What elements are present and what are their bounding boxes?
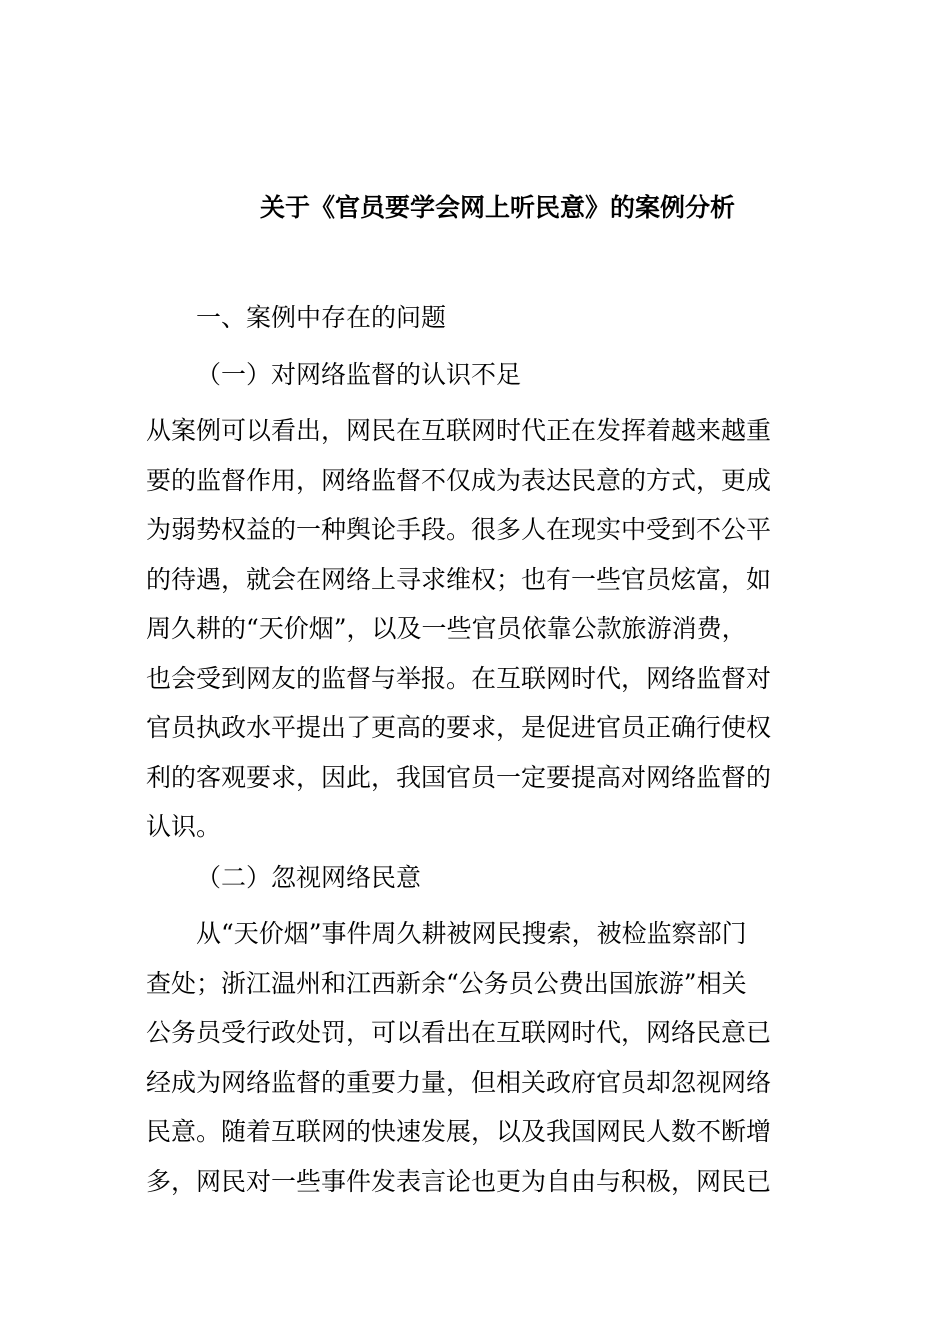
paragraph-line: 也会受到网友的监督与举报。在互联网时代，网络监督对 — [146, 663, 772, 693]
document-title: 关于《官员要学会网上听民意》的案例分析 — [260, 193, 736, 222]
paragraph-line: 从“天价烟”事件周久耕被网民搜索，被检监察部门 — [196, 919, 747, 948]
paragraph-line: 认识。 — [146, 812, 222, 841]
paragraph-line: 为弱势权益的一种舆论手段。很多人在现实中受到不公平 — [146, 515, 772, 544]
paragraph-public-opinion — [146, 909, 806, 1206]
paragraph-line: 多，网民对一些事件发表言论也更为自由与积极，网民已 — [146, 1166, 772, 1196]
paragraph-line: 周久耕的“天价烟”，以及一些官员依靠公款旅游消费， — [146, 614, 747, 643]
subsection-heading-1: （一）对网络监督的认识不足 — [196, 360, 522, 389]
paragraph-network-supervision — [146, 406, 806, 852]
paragraph-line: 的待遇，就会在网络上寻求维权；也有一些官员炫富，如 — [146, 564, 772, 594]
paragraph-line: 要的监督作用，网络监督不仅成为表达民意的方式，更成 — [146, 465, 772, 495]
paragraph-line: 公务员受行政处罚，可以看出在互联网时代，网络民意已 — [146, 1018, 772, 1047]
paragraph-line: 利的客观要求，因此，我国官员一定要提高对网络监督的 — [146, 762, 772, 792]
paragraph-line: 经成为网络监督的重要力量，但相关政府官员却忽视网络 — [146, 1067, 772, 1097]
section-heading-1: 一、案例中存在的问题 — [196, 303, 447, 332]
paragraph-line: 民意。随着互联网的快速发展，以及我国网民人数不断增 — [146, 1117, 772, 1146]
paragraph-line: 查处；浙江温州和江西新余“公务员公费出国旅游”相关 — [146, 968, 747, 998]
paragraph-line: 从案例可以看出，网民在互联网时代正在发挥着越来越重 — [146, 416, 772, 445]
subsection-heading-2: （二）忽视网络民意 — [196, 863, 422, 892]
paragraph-line: 官员执政水平提出了更高的要求，是促进官员正确行使权 — [146, 713, 772, 742]
